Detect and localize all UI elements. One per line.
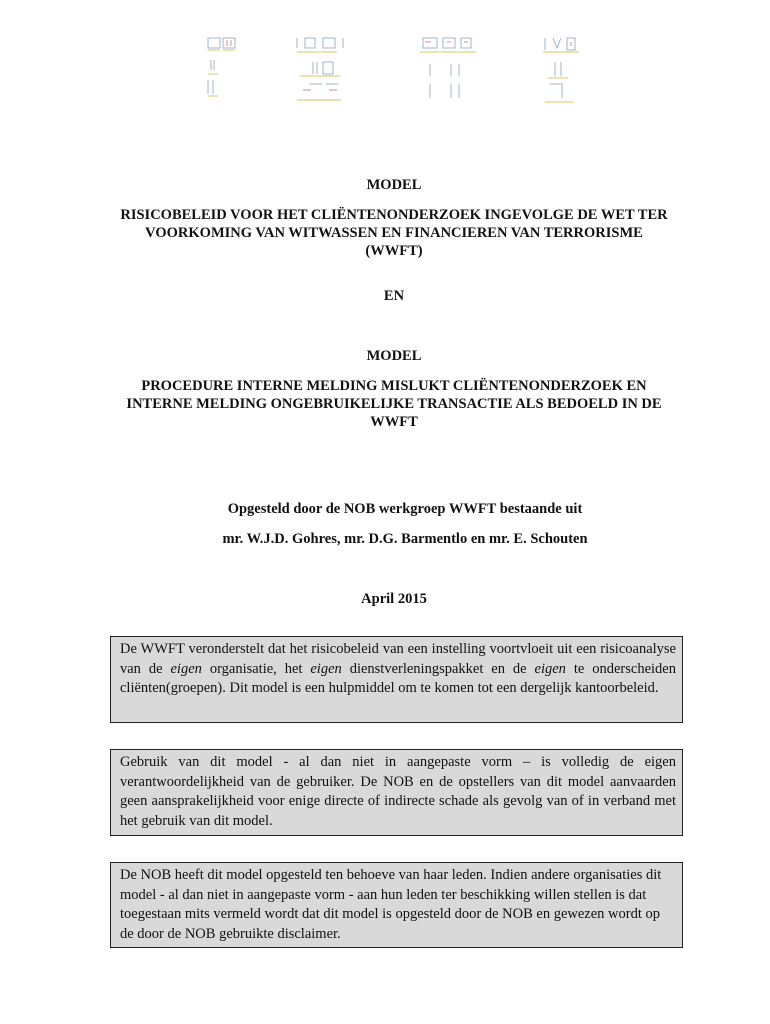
notice-box-usage-rights [110, 862, 683, 948]
model-title-1: MODEL [366, 177, 422, 193]
authors-names: mr. W.J.D. Gohres, mr. D.G. Barmentlo en mr. E. Schouten [222, 531, 588, 547]
notice-text: De WWFT veronderstelt dat het risicobeleid van een instelling voortvloeit uit een risicoanalyse van de eigen organisatie, het eigen dienstverleningspakket en de eigen te onderscheiden cliënten(groepen). Dit model is een hulpmiddel om te komen tot een dergelijk kantoorbeleid. [120, 641, 676, 696]
procedure-subtitle: PROCEDURE INTERNE MELDING MISLUKT CLIËNTENONDERZOEK EN INTERNE MELDING ONGEBRUIKELIJKE TRANSACTIE ALS BEDOELD IN DE WWFT [126, 378, 662, 430]
risk-policy-subtitle: RISICOBELEID VOOR HET CLIËNTENONDERZOEK INGEVOLGE DE WET TER VOORKOMING VAN WITWASSEN EN FINANCIEREN VAN TERRORISME (WWFT) [120, 207, 668, 259]
model-title-2: MODEL [366, 348, 422, 364]
nob-logo-icon [208, 38, 579, 102]
conjunction-en: EN [383, 288, 405, 304]
notice-text: Gebruik van dit model - al dan niet in aangepaste vorm – is volledig de eigen verantwoordelijkheid van de gebruiker. De NOB en de opstellers van dit model aanvaarden geen aansprakelijkheid voor enige directe of indirecte schade als gevolg van of in verband met het gebruik van dit model. [120, 754, 676, 829]
document-date: April 2015 [361, 591, 427, 607]
notice-box-risk-policy [110, 636, 683, 723]
notice-box-liability [110, 749, 683, 836]
nob-logo [205, 30, 585, 108]
authorship-line: Opgesteld door de NOB werkgroep WWFT bestaande uit [227, 501, 583, 517]
notice-text: De NOB heeft dit model opgesteld ten behoeve van haar leden. Indien andere organisaties dit model - al dan niet in aangepaste vorm - aan hun leden ter beschikking willen stellen is dat toegestaan mits vermeld wordt dat dit model is opgesteld door de NOB en gewezen wordt op de door de NOB gebruikte disclaimer. [120, 867, 662, 942]
